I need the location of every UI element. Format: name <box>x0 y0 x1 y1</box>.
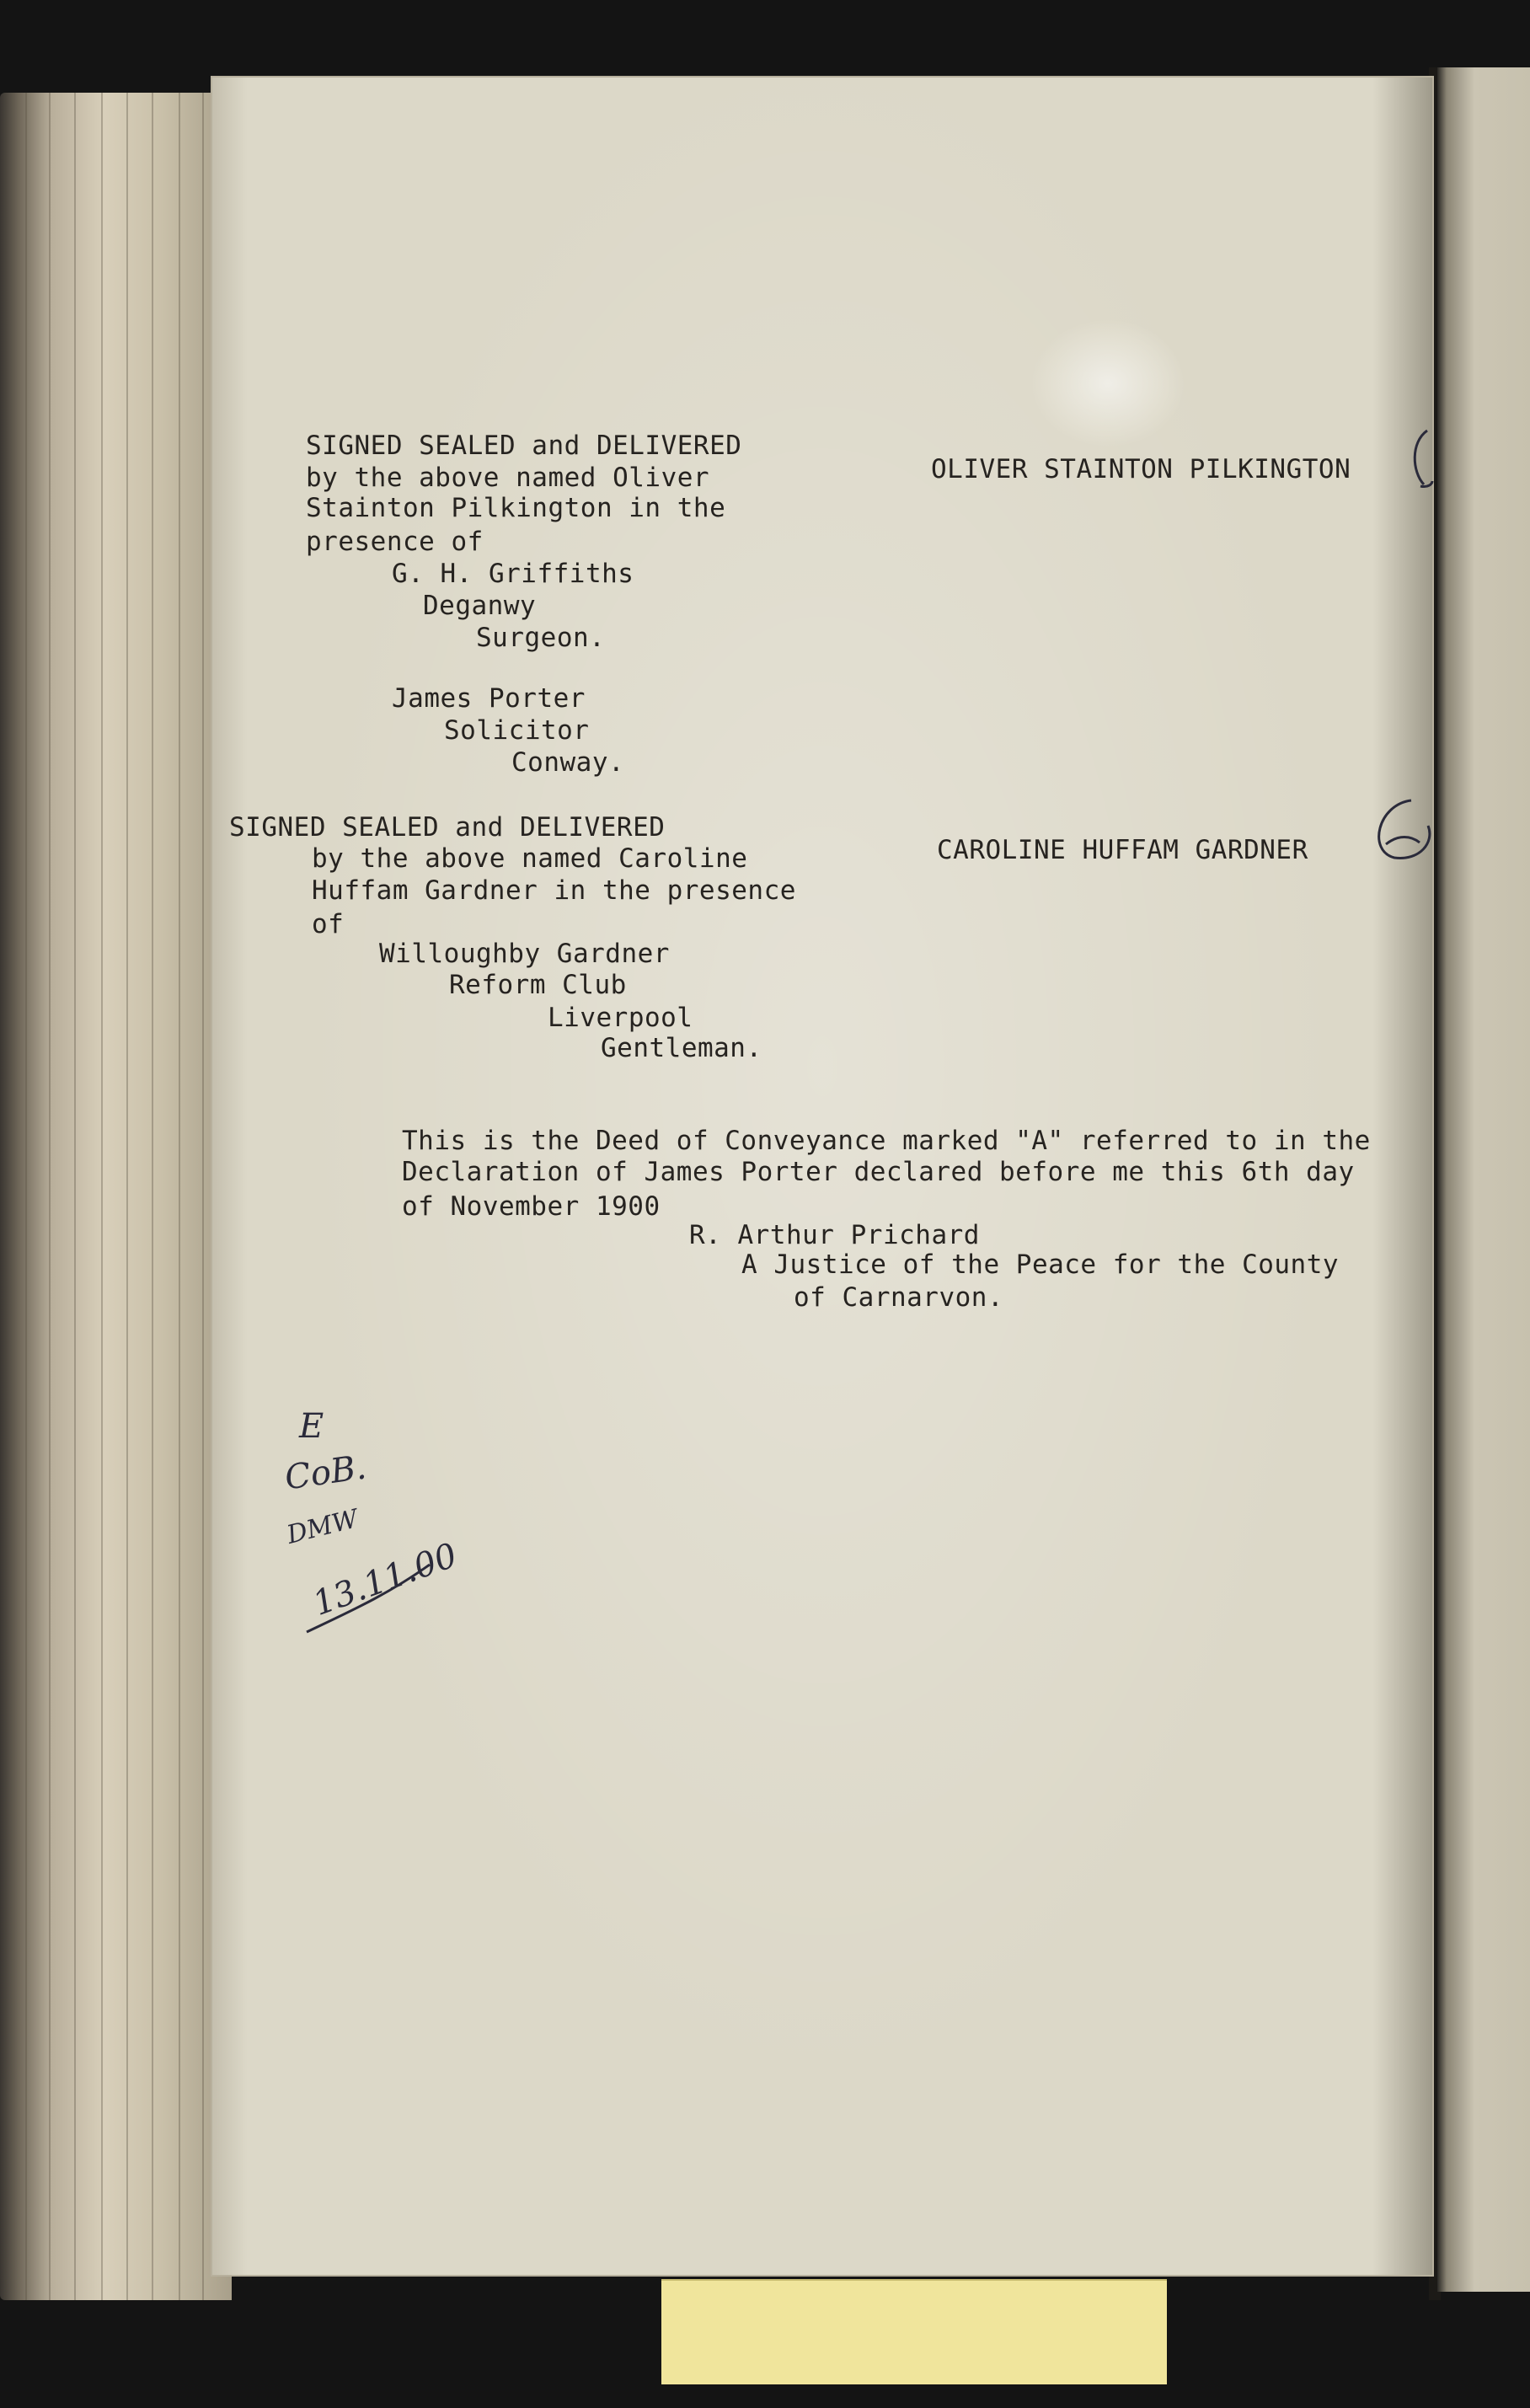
witness-2-occupation: Gentleman. <box>601 1033 762 1063</box>
witness-1-name-1: G. H. Griffiths <box>392 559 634 589</box>
witness-1-line-2: by the above named Oliver <box>306 463 710 493</box>
declaration-line-1: This is the Deed of Conveyance marked "A" referred to in the <box>402 1126 1371 1156</box>
witness-1-place-2: Conway. <box>511 747 625 778</box>
witness-1-line-1: SIGNED SEALED and DELIVERED <box>306 431 742 461</box>
witness-1-name-2: James Porter <box>392 683 586 714</box>
witness-1-occupation-2: Solicitor <box>444 715 590 746</box>
margin-note-line-4: 13.11.00 <box>308 1535 463 1624</box>
justice-county: of Carnarvon. <box>794 1282 1004 1313</box>
witness-1-line-3: Stainton Pilkington in the <box>306 493 726 523</box>
witness-2-line-3: Huffam Gardner in the presence <box>312 875 796 906</box>
book-page-edges <box>0 93 232 2300</box>
declaration-line-3: of November 1900 <box>402 1191 661 1222</box>
witness-2-line-2: by the above named Caroline <box>312 843 748 874</box>
signatory-1-name: OLIVER STAINTON PILKINGTON <box>931 454 1351 484</box>
witness-2-address: Reform Club <box>449 970 627 1000</box>
witness-1-occupation-1: Surgeon. <box>476 623 606 653</box>
margin-note-line-1: E <box>299 1407 324 1446</box>
margin-note-underline-icon <box>303 1554 438 1639</box>
bookmark-tab <box>661 2279 1167 2384</box>
signatory-2-name: CAROLINE HUFFAM GARDNER <box>937 835 1308 865</box>
witness-2-city: Liverpool <box>548 1003 693 1033</box>
justice-title: A Justice of the Peace for the County <box>741 1249 1340 1280</box>
witness-1-line-4: presence of <box>306 527 484 557</box>
margin-note-line-3: DMW <box>284 1504 361 1550</box>
signature-mark-2-icon <box>1361 792 1436 868</box>
margin-note-line-2: CoB. <box>282 1447 369 1498</box>
witness-2-name: Willoughby Gardner <box>379 939 670 969</box>
justice-name: R. Arthur Prichard <box>689 1220 980 1250</box>
facing-page <box>1437 67 1530 2292</box>
declaration-line-2: Declaration of James Porter declared before me this 6th day <box>402 1157 1355 1187</box>
witness-2-line-4: of <box>312 909 345 939</box>
signature-mark-1-icon <box>1409 425 1434 493</box>
witness-2-line-1: SIGNED SEALED and DELIVERED <box>229 812 666 843</box>
witness-1-place-1: Deganwy <box>423 591 537 621</box>
embossed-seal-icon <box>1032 320 1184 447</box>
